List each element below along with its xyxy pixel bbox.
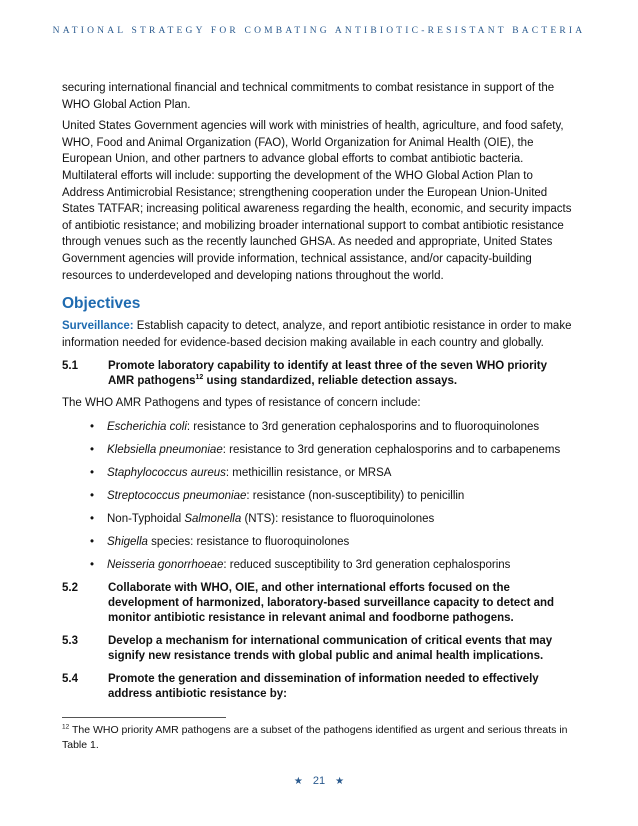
bullet-icon: • [90,489,95,502]
surveillance-paragraph [62,318,572,351]
objective-item [62,672,572,702]
bullet-icon: • [90,466,95,479]
pathogen-list-item [62,511,572,527]
pathogen-text-prefix: Non-Typhoidal [107,512,185,525]
pathogen-list-item [62,419,572,435]
pathogen-name: Neisseria gonorrhoeae [107,558,224,571]
objectives-heading: Objectives [62,295,141,313]
page-number-value: 21 [312,775,326,787]
pathogen-resistance: : reduced susceptibility to 3rd generation cephalosporins [223,558,511,571]
objective-number: 5.2 [62,581,78,594]
objective-text: Develop a mechanism for international communication of critical events that may signify new resistance trends with global public and animal health implications. [108,634,553,662]
pathogen-list-item [62,465,572,481]
objective-number: 5.4 [62,672,78,685]
running-header: NATIONAL STRATEGY FOR COMBATING ANTIBIOTIC-RESISTANT BACTERIA [52,26,586,36]
page-number [0,775,638,787]
surveillance-label: Surveillance: [62,320,134,333]
pathogen-list-item [62,442,572,458]
pathogen-list [62,419,572,573]
objective-number: 5.1 [62,360,78,373]
pathogens-intro: The WHO AMR Pathogens and types of resistance of concern include: [62,397,421,410]
pathogen-resistance: : methicillin resistance, or MRSA [225,466,392,479]
page-content [62,80,572,708]
pathogen-list-item [62,534,572,550]
objective-item [62,581,572,626]
objective-text: Promote the generation and dissemination of information needed to effectively address antibiotic resistance by: [108,672,539,700]
objective-text-a: Promote laboratory capability to identify at least three of the seven WHO priority AMR pathogens [108,360,548,388]
pathogen-name: Salmonella [184,512,242,525]
objective-items [62,581,572,702]
pathogen-resistance: : resistance to 3rd generation cephalosporins and to carbapenems [222,443,561,456]
bullet-icon: • [90,558,95,571]
footnote-ref: 12 [195,374,204,382]
objective-number: 5.3 [62,634,78,647]
pathogen-list-item [62,488,572,504]
objective-5-1 [62,359,572,389]
objective-text [108,359,572,389]
bullet-icon: • [90,420,95,433]
objective-item [62,634,572,664]
bullet-icon: • [90,535,95,548]
star-icon: ★ [335,776,345,787]
pathogen-resistance: : resistance to 3rd generation cephalosporins and to fluoroquinolones [186,420,540,433]
pathogen-name: Klebsiella pneumoniae [107,443,223,456]
footnote-divider [62,717,226,718]
footnote-text: The WHO priority AMR pathogens are a subset of the pathogens identified as urgent and serious threats in Table 1. [62,724,568,751]
pathogen-list-item [62,557,572,573]
pathogen-name: Escherichia coli [107,420,187,433]
paragraph-2: United States Government agencies will work with ministries of health, agriculture, and food safety, WHO, Food and Animal Organization (FAO), World Organization for Animal Health (OIE), the European Union, and other partners to advance global efforts to combat antibiotic bacteria. Multilateral efforts will include: supporting the development of the WHO Global Action Plan to Address Antimicrobial Resistance; strengthening cooperation under the European Union-United States TATFAR; increasing political awareness regarding the health, economic, and security impacts of antibiotic resistance; and mobilizing broader international support to combat antibiotic resistance through venues such as the recently launched GHSA. As needed and appropriate, United States Government agencies will provide information, technical assistance, and/or capacity-building resources to underdeveloped and developing nations throughout the world. [62,120,572,282]
paragraph-1: securing international financial and technical commitments to combat resistance in support of the WHO Global Action Plan. [62,82,555,111]
star-icon: ★ [293,776,303,787]
bullet-icon: • [90,443,95,456]
pathogen-name: Staphylococcus aureus [107,466,226,479]
objective-text: Collaborate with WHO, OIE, and other international efforts focused on the development of harmonized, laboratory-based surveillance capacity to detect and monitor antibiotic resistance in relevant animal and foodborne pathogens. [108,581,555,624]
surveillance-text: Establish capacity to detect, analyze, and report antibiotic resistance in order to make information needed for evidence-based decision making available in each country and globally. [62,320,572,349]
objective-text-b: using standardized, reliable detection assays. [203,375,458,388]
footnote [62,723,572,753]
footnote-number: 12 [62,723,70,731]
pathogen-name: Streptococcus pneumoniae [107,489,247,502]
pathogen-resistance: : resistance (non-susceptibility) to penicillin [246,489,465,502]
pathogen-resistance: (NTS): resistance to fluoroquinolones [241,512,435,525]
pathogen-name: Shigella [107,535,148,548]
bullet-icon: • [90,512,95,525]
pathogen-resistance: species: resistance to fluoroquinolones [147,535,350,548]
